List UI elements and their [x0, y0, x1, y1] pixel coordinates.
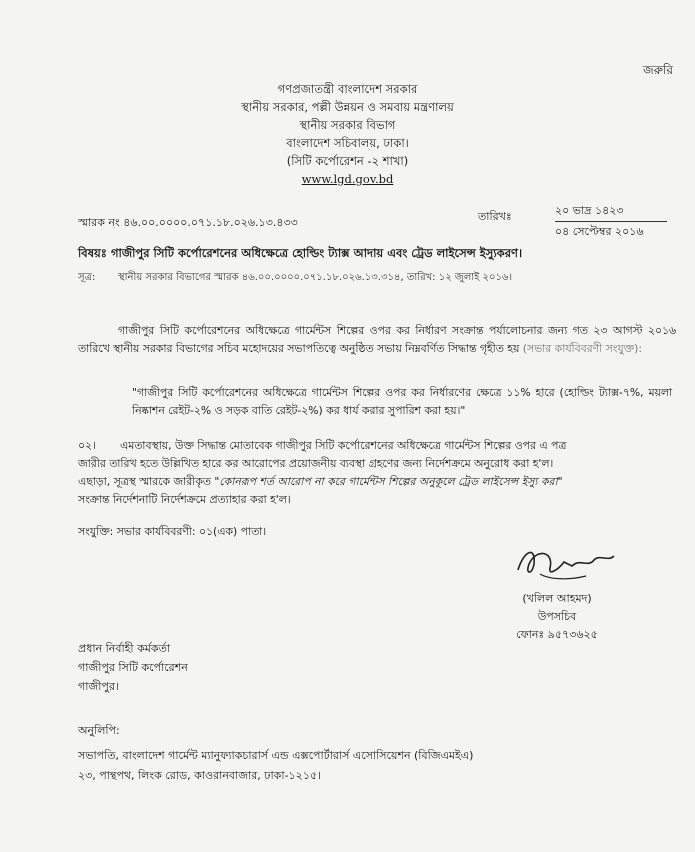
- recipient-address: [78, 639, 188, 696]
- reference-label: সূত্র:: [78, 272, 96, 283]
- signatory-name: (খলিল আহমদ): [522, 592, 592, 605]
- paragraph-2-line-3: [78, 473, 563, 491]
- reference-text: স্থানীয় সরকার বিভাগের স্মারক ৪৬.০০.০০০০.০৭১.১৮.০২৬.১৩.৩১৪, তারিখ: ১২ জুলাই ২০১৬।: [118, 272, 513, 283]
- paragraph-1-attachment-note: (সভার কার্যবিবরণী সংযুক্ত):: [519, 342, 642, 355]
- signatory-designation: উপসচিব: [537, 610, 577, 623]
- header-website: www.lgd.gov.bd: [301, 172, 394, 186]
- signature-block: [502, 590, 612, 644]
- quoted-directive: "কোনরূপ শর্ত আরোপ না করে গার্মেন্টস শিল্পের অনুকূলে ট্রেড লাইসেন্স ইস্যু করা": [214, 475, 563, 488]
- attachment-note: সংযুক্তি: সভার কার্যবিবরণী: ০১(এক) পাতা।: [78, 525, 267, 538]
- header-division: স্থানীয় সরকার বিভাগ: [299, 118, 396, 132]
- date-label: তারিখঃ: [478, 210, 512, 223]
- copy-recipient-line-2: ২৩, পান্থপথ, লিংক রোড, কাওরানবাজার, ঢাকা-১২১৫।: [78, 769, 322, 782]
- memo-number: স্মারক নং ৪৬.০০.০০০০.০৭১.১৮.০২৬.১৩.৪৩৩: [78, 216, 298, 229]
- date-block: [555, 201, 667, 241]
- copy-recipient: [78, 746, 473, 786]
- recipient-city: গাজীপুর।: [78, 680, 119, 693]
- copy-label: অনুলিপি:: [78, 724, 120, 737]
- date-english: ০৪ সেপ্টেম্বর ২০১৬: [555, 225, 644, 238]
- subject-label: বিষয়ঃ: [78, 246, 107, 260]
- signatory-phone: ফোনঃ ৯৫৭৩৬২৫: [516, 628, 598, 641]
- letterhead: [0, 80, 695, 188]
- paragraph-2-line-1: এমতাবস্থায়, উক্ত সিদ্ধান্ত মোতাবেক গাজীপুর সিটি কর্পোরেশনের অধিক্ষেত্রে গার্মেন্টস শিল্পের ওপর এ পত্র: [120, 439, 567, 452]
- paragraph-2-line-3-text: এছাড়া, সূত্রস্থ স্মারকে জারীকৃত: [78, 475, 215, 488]
- header-government: গণপ্রজাতন্ত্রী বাংলাদেশ সরকার: [277, 82, 418, 96]
- paragraph-1: [78, 322, 676, 358]
- paragraph-2-line-4: সংক্রান্ত নির্দেশনাটি নির্দেশক্রমে প্রত্যাহার করা হ'ল।: [78, 493, 291, 506]
- paragraph-2-line-2: জারীর তারিখ হতে উল্লিখিত হারে কর আরোপের প্রয়োজনীয় ব্যবস্থা গ্রহণের জন্য নির্দেশক্রমে অনুরোধ করা হ'ল।: [78, 457, 554, 470]
- header-ministry: স্থানীয় সরকার, পল্লী উন্নয়ন ও সমবায় মন্ত্রণালয়: [241, 100, 454, 114]
- decision-quote: "গাজীপুর সিটি কর্পোরেশনের অধিক্ষেত্রে গার্মেন্টস শিল্পের ওপর কর নির্ধারণের ক্ষেত্রে ১১% হারে (হোল্ডিং ট্যাক্স-৭%, ময়লা নিষ্কাশন রেইট-২% ও সড়ক বাতি রেইট-২%) কর ধার্য করার সুপারিশ করা হয়।": [132, 386, 672, 417]
- copy-recipient-line-1: সভাপতি, বাংলাদেশ গার্মেন্ট ম্যানুফ্যাকচারার্স এন্ড এক্সপোর্টারার্স এসোসিয়েশন (বিজিএমইএ): [78, 749, 474, 762]
- paragraph-1-text: গাজীপুর সিটি কর্পোরেশনের অধিক্ষেত্রে গার্মেন্টস শিল্পের ওপর কর নির্ধারণ সংক্রান্ত পর্যালোচনার জন্য গত ২৩ আগস্ট ২০১৬ তারিখে স্থানীয় সরকার বিভাগের সচিব মহোদয়ের সভাপতিত্বে অনুষ্ঠিত সভায় নিম্নবর্ণিত সিদ্ধান্ত গৃহীত হয়: [78, 324, 676, 355]
- header-branch: (সিটি কর্পোরেশন -২ শাখা): [286, 154, 409, 168]
- signature-mark: [510, 540, 630, 584]
- header-location: বাংলাদেশ সচিবালয়, ঢাকা।: [286, 136, 409, 150]
- recipient-office: গাজীপুর সিটি কর্পোরেশন: [78, 661, 188, 674]
- subject-line: [78, 245, 522, 264]
- subject-text: গাজীপুর সিটি কর্পোরেশনের অধিক্ষেত্রে হোল্ডিং ট্যাক্স আদায় এবং ট্রেড লাইসেন্স ইস্যুকরণ।: [110, 246, 523, 260]
- urgent-mark: জরুরি: [643, 63, 673, 77]
- paragraph-2-number: ০২।: [78, 439, 96, 452]
- date-bangla: ২০ ভাদ্র ১৪২৩: [555, 204, 624, 217]
- recipient-title: প্রধান নির্বাহী কর্মকর্তা: [78, 642, 171, 655]
